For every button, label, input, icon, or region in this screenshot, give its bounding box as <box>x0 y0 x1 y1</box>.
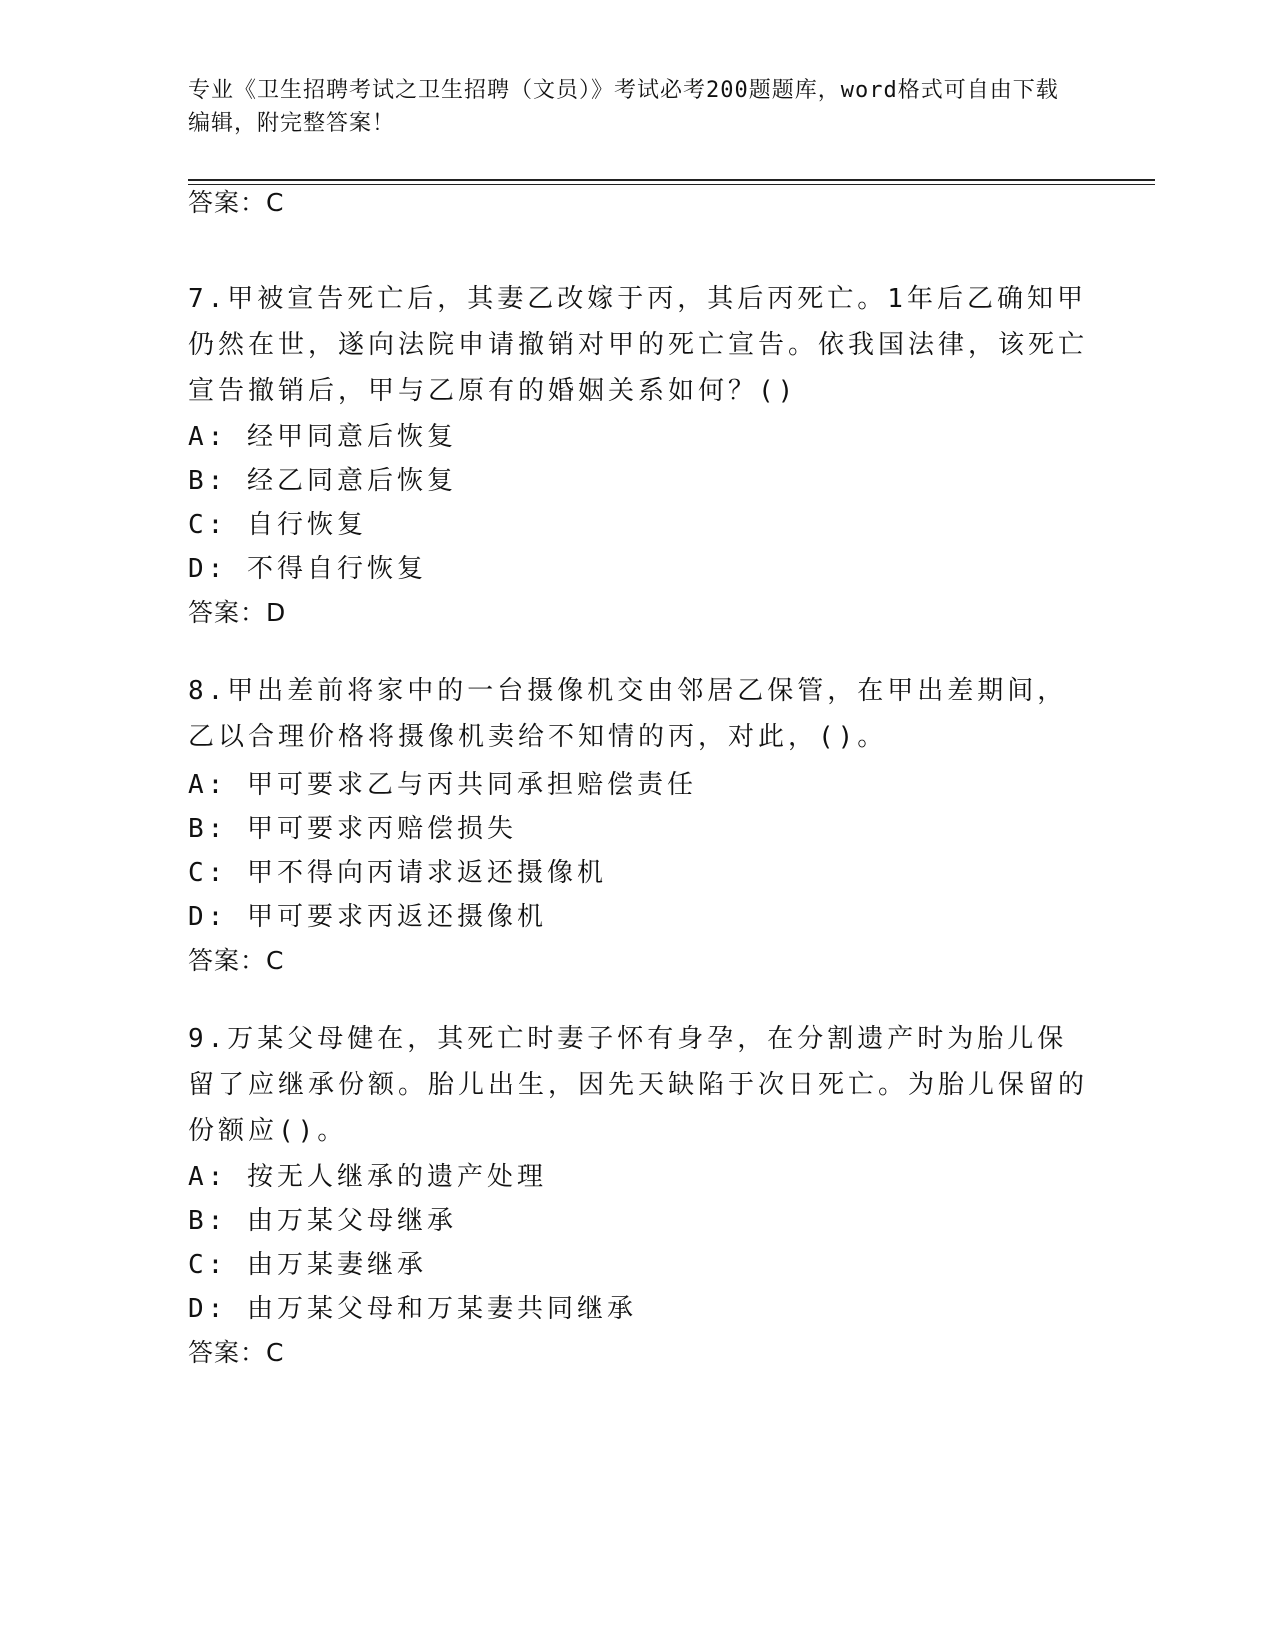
header-divider-thick <box>188 179 1155 181</box>
question-9-text: 9.万某父母健在，其死亡时妻子怀有身孕，在分割遗产时为胎儿保留了应继承份额。胎儿出生，因先天缺陷于次日死亡。为胎儿保留的份额应()。 <box>188 1024 1089 1146</box>
question-7-text: 7.甲被宣告死亡后，其妻乙改嫁于丙，其后丙死亡。1年后乙确知甲仍然在世，遂向法院申请撤销对甲的死亡宣告。依我国法律，该死亡宣告撤销后，甲与乙原有的婚姻关系如何？() <box>188 284 1089 406</box>
question-9-option-b: B: 由万某父母继承 <box>188 1206 457 1236</box>
question-8-answer: 答案：C <box>188 946 285 975</box>
question-7-answer: 答案：D <box>188 598 287 627</box>
answer-label: 答案：C <box>188 188 285 217</box>
question-7-option-a: A: 经甲同意后恢复 <box>188 422 457 452</box>
question-7-option-b: B: 经乙同意后恢复 <box>188 466 457 496</box>
document-header: 专业《卫生招聘考试之卫生招聘（文员）》考试必考200题题库，word格式可自由下载编辑，附完整答案！ <box>188 78 1059 136</box>
question-8-text: 8.甲出差前将家中的一台摄像机交由邻居乙保管，在甲出差期间，乙以合理价格将摄像机卖给不知情的丙，对此，()。 <box>188 676 1068 752</box>
header-divider-thin <box>188 184 1155 185</box>
question-9-answer: 答案：C <box>188 1338 285 1367</box>
question-7-option-d: D: 不得自行恢复 <box>188 554 427 584</box>
question-8-option-d: D: 甲可要求丙返还摄像机 <box>188 902 547 932</box>
question-8-option-b: B: 甲可要求丙赔偿损失 <box>188 814 517 844</box>
question-9-option-c: C: 由万某妻继承 <box>188 1250 427 1280</box>
question-9-option-d: D: 由万某父母和万某妻共同继承 <box>188 1294 637 1324</box>
question-7-option-c: C: 自行恢复 <box>188 510 367 540</box>
question-8-option-a: A: 甲可要求乙与丙共同承担赔偿责任 <box>188 770 697 800</box>
question-9-option-a: A: 按无人继承的遗产处理 <box>188 1162 547 1192</box>
question-8-option-c: C: 甲不得向丙请求返还摄像机 <box>188 858 607 888</box>
